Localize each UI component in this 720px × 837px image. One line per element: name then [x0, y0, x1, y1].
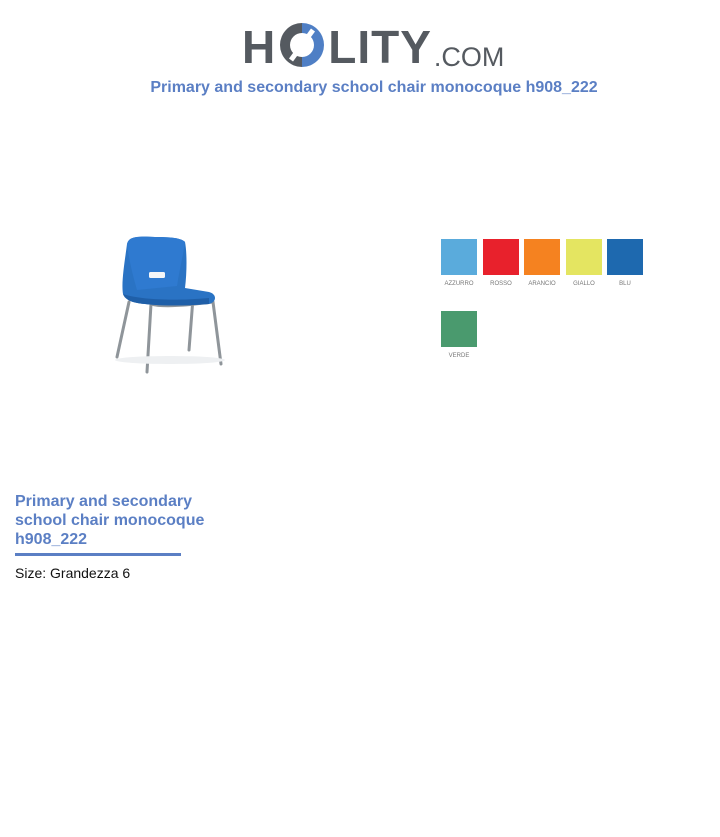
swatch-arancio[interactable] — [524, 239, 560, 287]
product-title: Primary and secondary school chair monocoque h908_222 — [15, 493, 205, 548]
swatch-chip — [524, 239, 560, 275]
swatch-giallo[interactable] — [566, 239, 602, 287]
swatch-azzurro[interactable] — [441, 239, 477, 287]
swatch-chip — [441, 239, 477, 275]
size-value: Grandezza 6 — [50, 565, 131, 581]
swatch-verde[interactable] — [441, 311, 477, 359]
swatch-rosso[interactable] — [483, 239, 519, 287]
swatch-label: VERDE — [448, 353, 470, 359]
swatch-chip — [441, 311, 477, 347]
logo-wordmark — [242, 22, 432, 72]
product-image[interactable] — [105, 232, 235, 377]
swatch-chip — [607, 239, 643, 275]
swatch-blu[interactable] — [607, 239, 643, 287]
logo-letter-h: H — [242, 21, 277, 73]
page-title: Primary and secondary school chair monocoque h908_222 — [150, 79, 598, 96]
swatch-chip — [566, 239, 602, 275]
swatch-label: AZZURRO — [444, 281, 474, 287]
swatch-label: BLU — [619, 281, 631, 287]
logo-letters-lity: LITY — [328, 21, 432, 73]
logo-o-icon — [277, 20, 327, 70]
product-size — [15, 565, 130, 581]
site-logo[interactable] — [0, 10, 720, 73]
swatch-label: ROSSO — [490, 281, 512, 287]
size-label: Size: — [15, 565, 47, 581]
swatch-label: ARANCIO — [528, 281, 556, 287]
title-underline — [15, 553, 181, 556]
swatch-chip — [483, 239, 519, 275]
logo-suffix: .COM — [433, 42, 505, 72]
swatch-label: GIALLO — [573, 281, 595, 287]
